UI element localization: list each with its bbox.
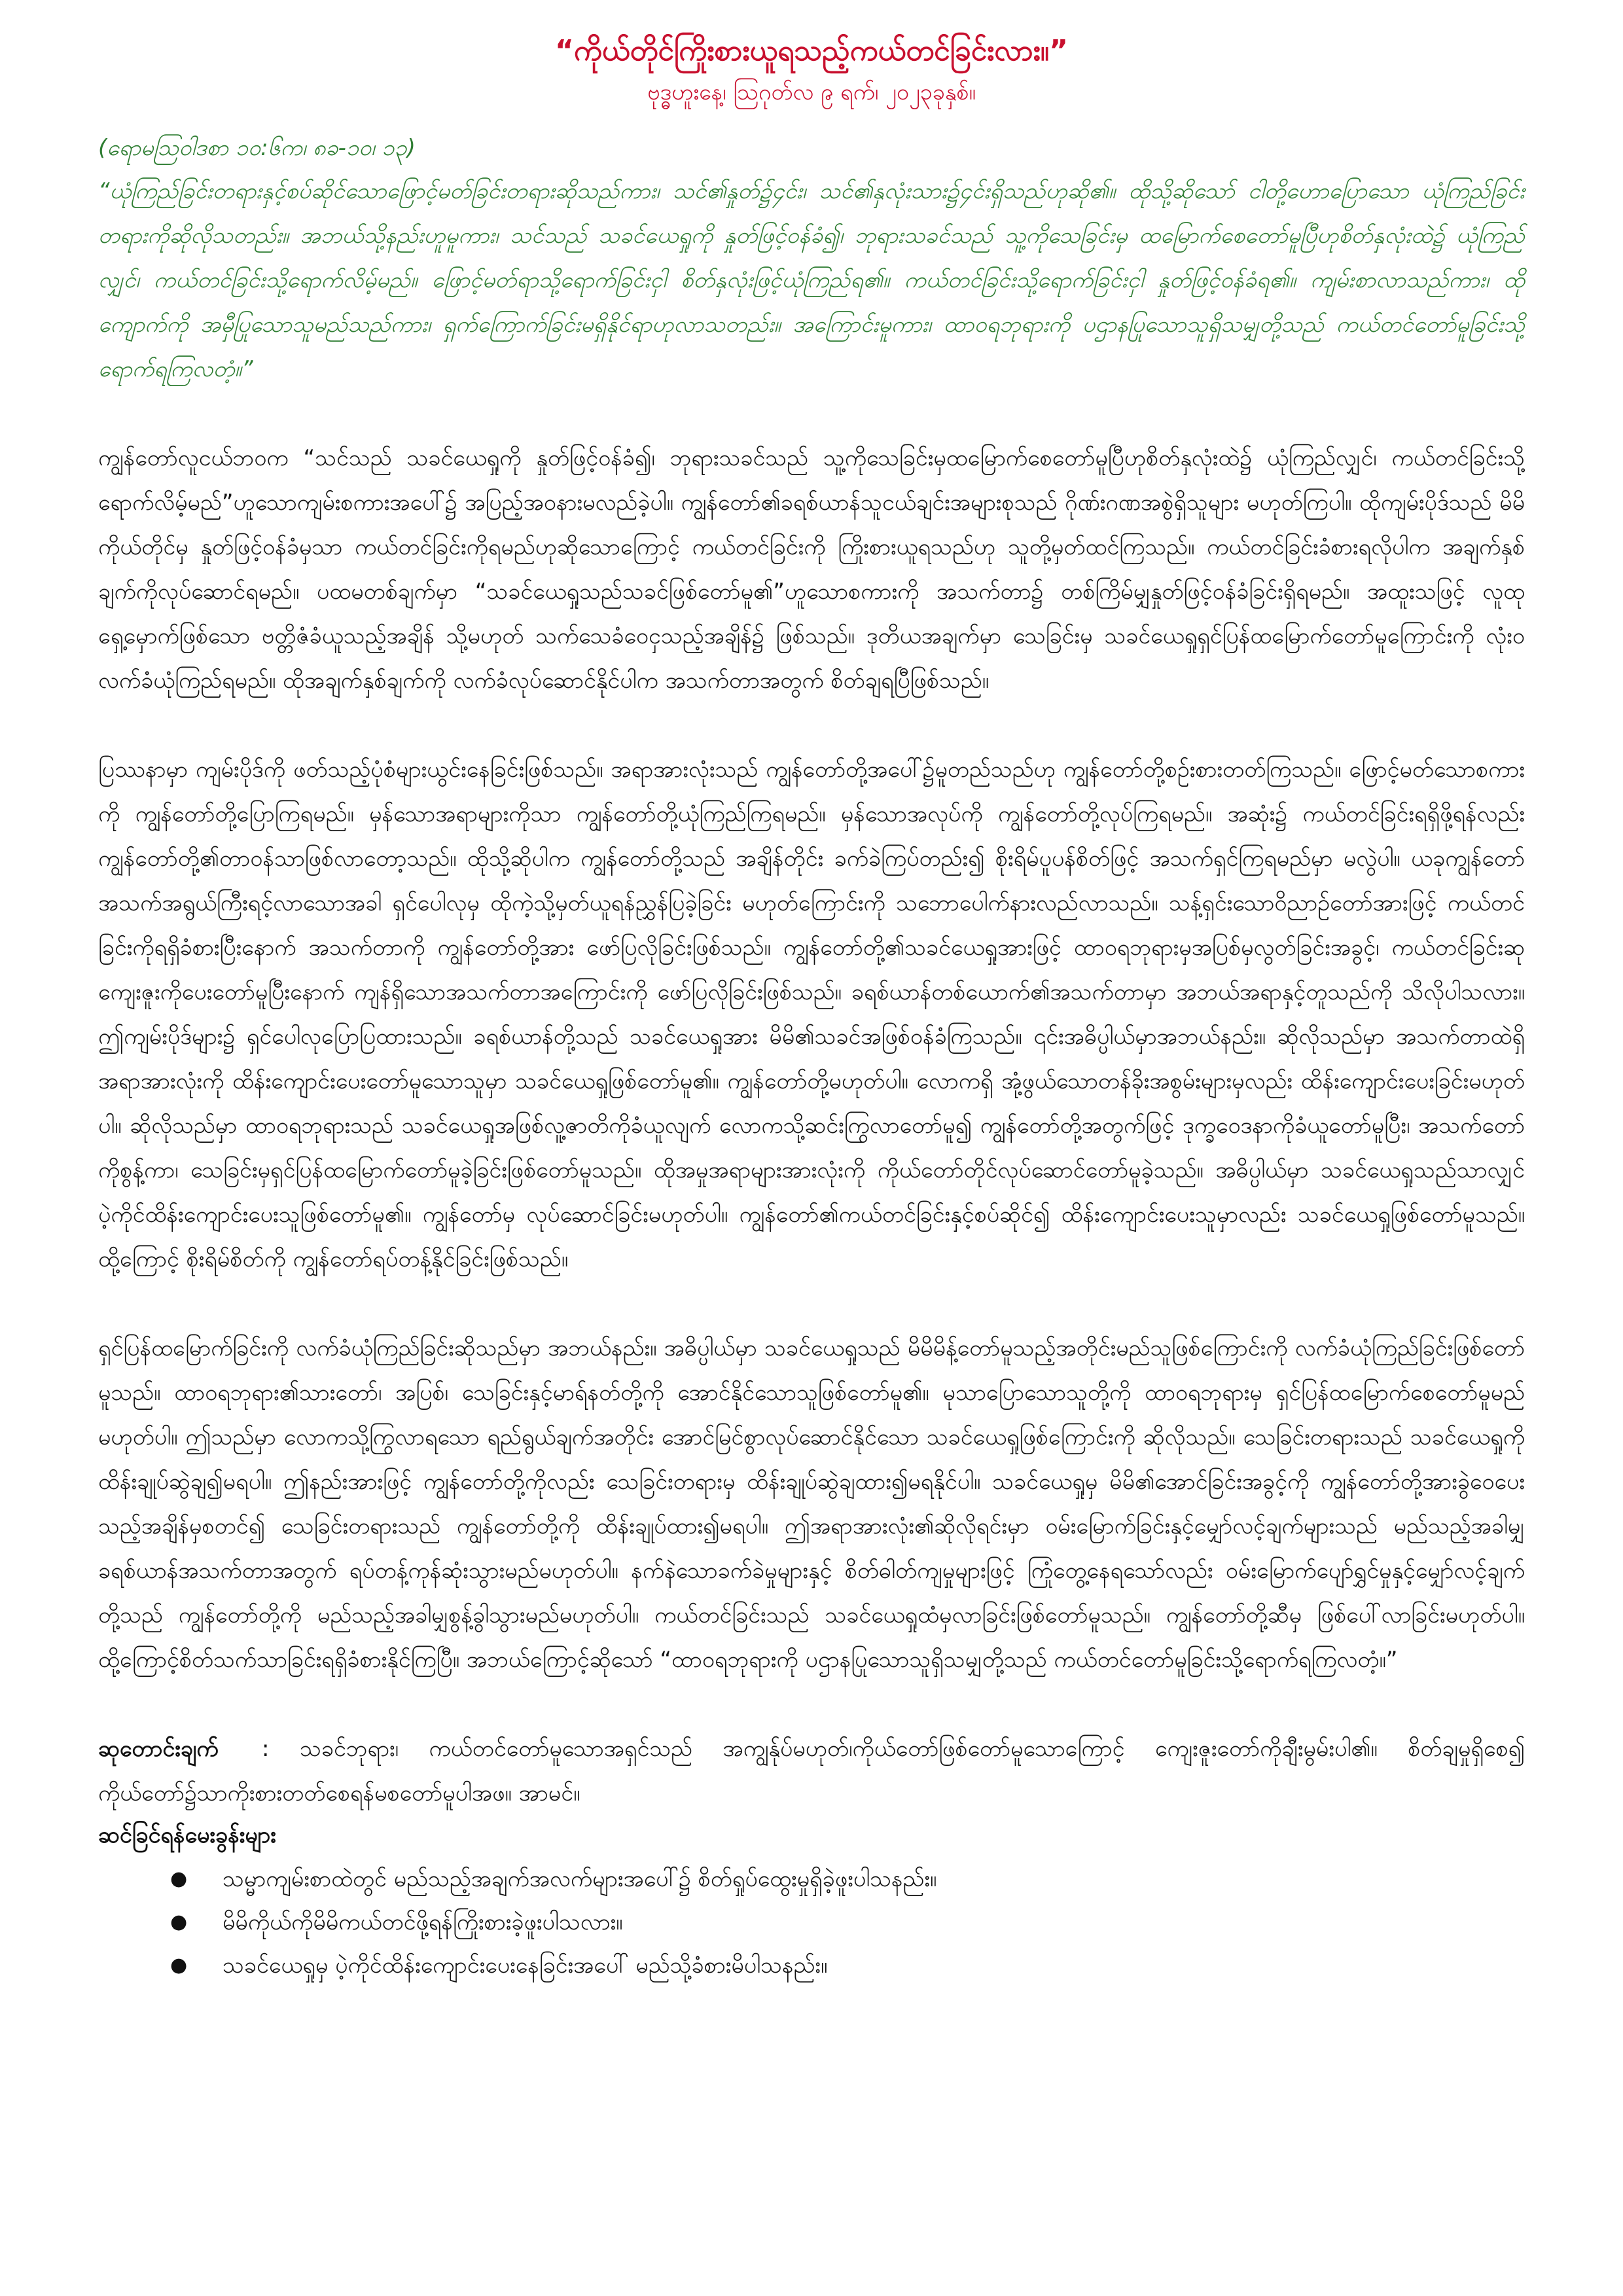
date-line: ဗုဒ္ဓဟူးနေ့၊ ဩဂုတ်လ ၉ ရက်၊ ၂၀၂၃ခုနှစ်။: [647, 79, 976, 105]
scripture-reference: (ရောမဩဝါဒစာ ၁၀:၆က၊ ၈ခ-၁၀၊ ၁၃): [98, 135, 416, 161]
bullet-icon: ●: [170, 1867, 188, 1890]
scripture-quote: “ယုံကြည်ခြင်းတရားနှင့်စပ်ဆိုင်သောဖြောင့်မတ်ခြင်းတရားဆိုသည်ကား၊ သင်၏နှုတ်၌၄င်း၊ သင်၏နှလုံးသား၌၄င်းရှိသည်ဟုဆို၏။ ထိုသို့ဆိုသော် ငါတို့ဟောပြောသော ယုံကြည်ခြင်းတရားကိုဆိုလိုသတည်း။ အဘယ်သို့နည်းဟူမူကား၊ သင်သည် သခင်ယေရှုကို နှုတ်ဖြင့်ဝန်ခံ၍၊ ဘုရားသခင်သည် သူ့ကိုသေခြင်းမှ ထမြောက်စေတော်မူပြီဟုစိတ်နှလုံးထဲ၌ ယုံကြည်လျှင်၊ ကယ်တင်ခြင်းသို့ရောက်လိမ့်မည်။ ဖြောင့်မတ်ရာသို့ရောက်ခြင်းငှါ စိတ်နှလုံးဖြင့်ယုံကြည်ရ၏။ ကယ်တင်ခြင်းသို့ရောက်ခြင်းငှါ နှုတ်ဖြင့်ဝန်ခံရ၏။ ကျမ်းစာလာသည်ကား၊ ထိုကျောက်ကို အမှီပြုသောသူမည်သည်ကား၊ ရှက်ကြောက်ခြင်းမရှိနိုင်ရာဟုလာသတည်း။ အကြောင်းမူကား၊ ထာဝရဘုရားကို ပဌာနပြုသောသူရှိသမျှတို့သည် ကယ်တင်တော်မူခြင်းသို့ရောက်ရကြလတံ့။”: [98, 178, 1525, 382]
body-paragraph-1: ကျွန်တော်လူငယ်ဘဝက “သင်သည် သခင်ယေရှုကို နှုတ်ဖြင့်ဝန်ခံ၍၊ ဘုရားသခင်သည် သူ့ကိုသေခြင်းမှထမြောက်စေတော်မူပြီဟုစိတ်နှလုံးထဲ၌ ယုံကြည်လျှင်၊ ကယ်တင်ခြင်းသို့ရောက်လိမ့်မည်”ဟူသောကျမ်းစကားအပေါ်၌ အပြည့်အဝနားမလည်ခဲ့ပါ။ ကျွန်တော်၏ခရစ်ယာန်သူငယ်ချင်းအများစုသည် ဂိုဏ်းဂဏအစွဲရှိသူများ မဟုတ်ကြပါ။ ထိုကျမ်းပိုဒ်သည် မိမိကိုယ်တိုင်မှ နှုတ်ဖြင့်ဝန်ခံမှသာ ကယ်တင်ခြင်းကိုရမည်ဟုဆိုသောကြောင့် ကယ်တင်ခြင်းကို ကြိုးစားယူရသည်ဟု သူတို့မှတ်ထင်ကြသည်။ ကယ်တင်ခြင်းခံစားရလိုပါက အချက်နှစ်ချက်ကိုလုပ်ဆောင်ရမည်။ ပထမတစ်ချက်မှာ “သခင်ယေရှုသည်သခင်ဖြစ်တော်မူ၏”ဟူသောစကားကို အသက်တာ၌ တစ်ကြိမ်မျှနှုတ်ဖြင့်ဝန်ခံခြင်းရှိရမည်။ အထူးသဖြင့် လူထုရှေ့မှောက်ဖြစ်သော ဗတ္တိဇံခံယူသည့်အချိန် သို့မဟုတ် သက်သေခံဝေငှသည့်အချိန်၌ ဖြစ်သည်။ ဒုတိယအချက်မှာ သေခြင်းမှ သခင်ယေရှုရှင်ပြန်ထမြောက်တော်မူကြောင်းကို လုံးဝလက်ခံယုံကြည်ရမည်။ ထိုအချက်နှစ်ချက်ကို လက်ခံလုပ်ဆောင်နိုင်ပါက အသက်တာအတွက် စိတ်ချရပြီဖြစ်သည်။: [98, 445, 1525, 694]
question-text: သမ္မာကျမ်းစာထဲတွင် မည်သည့်အချက်အလက်များအပေါ်၌ စိတ်ရှုပ်ထွေးမှုရှိခဲ့ဖူးပါသနည်း။: [223, 1866, 937, 1892]
page-title: “ကိုယ်တိုင်ကြိုးစားယူရသည့်ကယ်တင်ခြင်းလား။”: [554, 34, 1069, 67]
questions-list: [98, 1857, 1525, 1987]
question-item: [170, 1944, 1525, 1987]
question-text: သခင်ယေရှုမှ ပဲ့ကိုင်ထိန်းကျောင်းပေးနေခြင်းအပေါ် မည်သို့ခံစားမိပါသနည်း။: [223, 1952, 828, 1979]
prayer-label: ဆုတောင်းချက်: [98, 1736, 219, 1762]
body-paragraph-2: ပြဿနာမှာ ကျမ်းပိုဒ်ကို ဖတ်သည့်ပုံစံများယွင်းနေခြင်းဖြစ်သည်။ အရာအားလုံးသည် ကျွန်တော်တို့အပေါ်၌မူတည်သည်ဟု ကျွန်တော်တို့စဉ်းစားတတ်ကြသည်။ ဖြောင့်မတ်သောစကားကို ကျွန်တော်တို့ပြောကြရမည်။ မှန်သောအရာများကိုသာ ကျွန်တော်တို့ယုံကြည်ကြရမည်။ မှန်သောအလုပ်ကို ကျွန်တော်တို့လုပ်ကြရမည်။ အဆုံး၌ ကယ်တင်ခြင်းရရှိဖို့ရန်လည်း ကျွန်တော်တို့၏တာဝန်သာဖြစ်လာတော့သည်။ ထိုသို့ဆိုပါက ကျွန်တော်တို့သည် အချိန်တိုင်း ခက်ခဲကြပ်တည်း၍ စိုးရိမ်ပူပန်စိတ်ဖြင့် အသက်ရှင်ကြရမည်မှာ မလွဲပါ။ ယခုကျွန်တော် အသက်အရွယ်ကြီးရင့်လာသောအခါ ရှင်ပေါလုမှ ထိုကဲ့သို့မှတ်ယူရန်ညွှန်ပြခဲ့ခြင်း မဟုတ်ကြောင်းကို သဘောပေါက်နားလည်လာသည်။ သန့်ရှင်းသောဝိညာဉ်တော်အားဖြင့် ကယ်တင်ခြင်းကိုရရှိခံစားပြီးနောက် အသက်တာကို ကျွန်တော်တို့အား ဖော်ပြလိုခြင်းဖြစ်သည်။ ကျွန်တော်တို့၏သခင်ယေရှုအားဖြင့် ထာဝရဘုရားမှအပြစ်မှလွတ်ခြင်းအခွင့်၊ ကယ်တင်ခြင်းဆုကျေးဇူးကိုပေးတော်မူပြီးနောက် ကျန်ရှိသောအသက်တာအကြောင်းကို ဖော်ပြလိုခြင်းဖြစ်သည်။ ခရစ်ယာန်တစ်ယောက်၏အသက်တာမှာ အဘယ်အရာနှင့်တူသည်ကို သိလိုပါသလား။ ဤကျမ်းပိုဒ်များ၌ ရှင်ပေါလုပြောပြထားသည်။ ခရစ်ယာန်တို့သည် သခင်ယေရှုအား မိမိ၏သခင်အဖြစ်ဝန်ခံကြသည်။ ၎င်းအဓိပ္ပါယ်မှာအဘယ်နည်း။ ဆိုလိုသည်မှာ အသက်တာထဲရှိအရာအားလုံးကို ထိန်းကျောင်းပေးတော်မူသောသူမှာ သခင်ယေရှုဖြစ်တော်မူ၏။ ကျွန်တော်တို့မဟုတ်ပါ။ လောကရှိ အုံ့ဖွယ်သောတန်ခိုးအစွမ်းများမှလည်း ထိန်းကျောင်းပေးခြင်းမဟုတ်ပါ။ ဆိုလိုသည်မှာ ထာဝရဘုရားသည် သခင်ယေရှုအဖြစ်လူ့ဇာတိကိုခံယူလျက် လောကသို့ဆင်းကြွလာတော်မူ၍ ကျွန်တော်တို့အတွက်ဖြင့် ဒုက္ခဝေဒနာကိုခံယူတော်မူပြီး၊ အသက်တော်ကိုစွန့်ကာ၊ သေခြင်းမှရှင်ပြန်ထမြောက်တော်မူခဲ့ခြင်းဖြစ်တော်မူသည်။ ထိုအမှုအရာများအားလုံးကို ကိုယ်တော်တိုင်လုပ်ဆောင်တော်မူခဲ့သည်။ အဓိပ္ပါယ်မှာ သခင်ယေရှုသည်သာလျှင် ပဲ့ကိုင်ထိန်းကျောင်းပေးသူဖြစ်တော်မူ၏။ ကျွန်တော်မှ လုပ်ဆောင်ခြင်းမဟုတ်ပါ။ ကျွန်တော်၏ကယ်တင်ခြင်းနှင့်စပ်ဆိုင်၍ ထိန်းကျောင်းပေးသူမှာလည်း သခင်ယေရှုဖြစ်တော်မူသည်။ ထို့ကြောင့် စိုးရိမ်စိတ်ကို ကျွန်တော်ရပ်တန့်နိုင်ခြင်းဖြစ်သည်။: [98, 757, 1525, 1272]
bullet-icon: ●: [170, 1954, 188, 1977]
devotional-page: [98, 31, 1525, 1987]
question-item: [170, 1901, 1525, 1944]
body-paragraph-3: ရှင်ပြန်ထမြောက်ခြင်းကို လက်ခံယုံကြည်ခြင်းဆိုသည်မှာ အဘယ်နည်း။ အဓိပ္ပါယ်မှာ သခင်ယေရှုသည် မိမိမိန့်တော်မူသည့်အတိုင်းမည်သူဖြစ်ကြောင်းကို လက်ခံယုံကြည်ခြင်းဖြစ်တော်မူသည်။ ထာဝရဘုရား၏သားတော်၊ အပြစ်၊ သေခြင်းနှင့်မာရ်နတ်တို့ကို အောင်နိုင်သောသူဖြစ်တော်မူ၏။ မုသာပြောသောသူတို့ကို ထာဝရဘုရားမှ ရှင်ပြန်ထမြောက်စေတော်မူမည်မဟုတ်ပါ။ ဤသည်မှာ လောကသို့ကြွလာရသော ရည်ရွယ်ချက်အတိုင်း အောင်မြင်စွာလုပ်ဆောင်နိုင်သော သခင်ယေရှုဖြစ်ကြောင်းကို ဆိုလိုသည်။ သေခြင်းတရားသည် သခင်ယေရှုကို ထိန်းချုပ်ဆွဲချ၍မရပါ။ ဤနည်းအားဖြင့် ကျွန်တော်တို့ကိုလည်း သေခြင်းတရားမှ ထိန်းချုပ်ဆွဲချထား၍မရနိုင်ပါ။ သခင်ယေရှုမှ မိမိ၏အောင်ခြင်းအခွင့်ကို ကျွန်တော်တို့အားခွဲဝေပေးသည့်အချိန်မှစတင်၍ သေခြင်းတရားသည် ကျွန်တော်တို့ကို ထိန်းချုပ်ထား၍မရပါ။ ဤအရာအားလုံး၏ဆိုလိုရင်းမှာ ဝမ်းမြောက်ခြင်းနှင့်မျှော်လင့်ချက်များသည် မည်သည့်အခါမျှ ခရစ်ယာန်အသက်တာအတွက် ရပ်တန့်ကုန်ဆုံးသွားမည်မဟုတ်ပါ။ နက်နဲသောခက်ခဲမှုများနှင့် စိတ်ဓါတ်ကျမှုများဖြင့် ကြုံတွေ့နေရသော်လည်း ဝမ်းမြောက်ပျော်ရွှင်မှုနှင့်မျှော်လင့်ချက်တို့သည် ကျွန်တော်တို့ကို မည်သည့်အခါမျှစွန့်ခွါသွားမည်မဟုတ်ပါ။ ကယ်တင်ခြင်းသည် သခင်ယေရှုထံမှလာခြင်းဖြစ်တော်မူသည်။ ကျွန်တော်တို့ဆီမှ ဖြစ်ပေါ်လာခြင်းမဟုတ်ပါ။ ထို့ကြောင့်စိတ်သက်သာခြင်းရရှိခံစားနိုင်ကြပြီ။ အဘယ်ကြောင့်ဆိုသော် “ထာဝရဘုရားကို ပဌာနပြုသောသူရှိသမျှတို့သည် ကယ်တင်တော်မူခြင်းသို့ရောက်ရကြလတံ့။”: [98, 1335, 1525, 1673]
prayer-text: သခင်ဘုရား၊ ကယ်တင်တော်မူသောအရှင်သည် အကျွန်ုပ်မဟုတ်၊ကိုယ်တော်ဖြစ်တော်မူသောကြောင့် ကျေးဇူးတော်ကိုချီးမွမ်းပါ၏။ စိတ်ချမှုရှိစေ၍ ကိုယ်တော်၌သာကိုးစားတတ်စေရန်မစတော်မူပါအဖ။ အာမင်။: [98, 1736, 1525, 1806]
questions-heading: ဆင်ခြင်ရန်မေးခွန်းများ: [98, 1822, 276, 1848]
bullet-icon: ●: [170, 1910, 188, 1933]
prayer-section: [98, 1727, 1525, 1816]
question-text: မိမိကိုယ်ကိုမိမိကယ်တင်ဖို့ရန်ကြိုးစားခဲ့ဖူးပါသလား။: [223, 1909, 623, 1935]
prayer-separator: :: [262, 1736, 270, 1762]
question-item: [170, 1857, 1525, 1901]
